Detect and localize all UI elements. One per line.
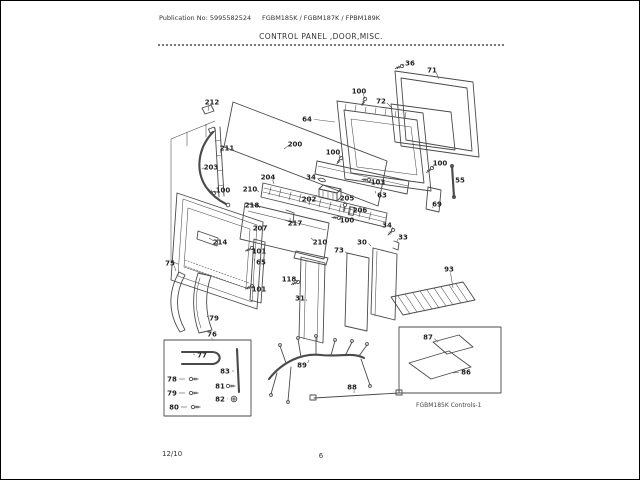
screw-icon — [191, 405, 200, 408]
door-lower-trim-63 — [315, 161, 409, 194]
callout-label: 82 — [215, 395, 225, 404]
callout-leader — [193, 354, 195, 355]
callout-label: 205 — [339, 194, 355, 203]
callout-leader — [375, 191, 376, 193]
callout-label: 211 — [219, 144, 235, 153]
callout-label: 210 — [312, 238, 328, 247]
callout-label: 78 — [167, 375, 177, 384]
diagram-caption: FGBM185K Controls-1 — [416, 402, 482, 409]
page-title: CONTROL PANEL ,DOOR,MISC. — [259, 32, 383, 41]
callout-label: 93 — [444, 265, 454, 274]
callout-label: 72 — [376, 97, 386, 106]
callout-label: 207 — [252, 224, 268, 233]
callout-leader — [392, 227, 393, 230]
washer-icon — [231, 396, 237, 402]
callout-label: 75 — [165, 259, 175, 268]
callout-label: 31 — [295, 294, 305, 303]
callout-label: 33 — [398, 233, 408, 242]
callout-label: 36 — [405, 59, 415, 68]
screw-icon — [335, 156, 343, 165]
screw-icon — [189, 377, 198, 380]
callout-label: 87 — [423, 333, 433, 342]
footer-date: 12/10 — [162, 450, 183, 458]
callout-label: 76 — [207, 330, 217, 339]
callout-label: 63 — [377, 191, 387, 200]
callout-label: 77 — [197, 351, 207, 360]
callout-leader — [306, 299, 307, 301]
callout-label: 81 — [215, 382, 225, 391]
callout-label: 83 — [220, 367, 230, 376]
door-handle-79 — [194, 273, 212, 333]
callout-label: 210 — [242, 185, 258, 194]
model-numbers: FGBM185K / FGBM187K / FPBM189K — [261, 14, 381, 22]
panel-73 — [345, 253, 369, 331]
callout-label: 202 — [301, 195, 317, 204]
callout-label: 64 — [302, 115, 312, 124]
escutcheon-bar — [261, 183, 387, 227]
exploded-diagram — [1, 1, 640, 480]
callout-label: 100 — [339, 216, 355, 225]
callout-label: 65 — [256, 258, 266, 267]
callout-leader — [450, 272, 453, 288]
callout-label: 100 — [325, 148, 341, 157]
literature-box — [399, 327, 501, 393]
callout-label: 101 — [251, 247, 267, 256]
callout-label: 69 — [432, 200, 442, 209]
callout-label: 71 — [427, 66, 437, 75]
control-board-202 — [318, 178, 341, 201]
callout-label: 80 — [169, 403, 179, 412]
callout-leader — [314, 119, 335, 122]
callout-label: 88 — [347, 383, 357, 392]
callout-label: 218 — [244, 201, 260, 210]
screw-icon — [226, 384, 235, 387]
callout-label: 212 — [204, 98, 220, 107]
callout-leader — [308, 360, 309, 363]
callout-label: 79 — [167, 389, 177, 398]
callout-label: 217 — [287, 219, 303, 228]
callout-leader — [254, 259, 255, 261]
callout-label: 100 — [432, 159, 448, 168]
panel-30 — [371, 248, 397, 320]
callout-label: 101 — [251, 285, 267, 294]
callout-label: 86 — [461, 368, 471, 377]
callout-label: 203 — [203, 163, 219, 172]
callout-label: 206 — [352, 206, 368, 215]
callout-leader — [368, 243, 371, 246]
wire-harness-icon — [269, 335, 371, 404]
wire-rack-icon — [391, 282, 475, 315]
callout-label: 30 — [357, 238, 367, 247]
callout-label: 55 — [455, 176, 465, 185]
footer-page-number: 6 — [318, 452, 324, 460]
publication-number: Publication No: 5995582524 — [159, 14, 252, 22]
callout-label: 204 — [260, 173, 276, 182]
callout-label: 73 — [334, 246, 344, 255]
callout-label: 79 — [209, 314, 219, 323]
clip-33 — [393, 241, 399, 250]
callout-label: 103 — [370, 178, 386, 187]
callout-label: 89 — [297, 361, 307, 370]
callout-label: 200 — [287, 140, 303, 149]
control-panel-frame — [171, 193, 263, 309]
callout-label: 118 — [281, 275, 297, 284]
callout-label: 100 — [351, 87, 367, 96]
screw-icon — [342, 203, 347, 213]
callout-label: 34 — [306, 173, 316, 182]
callout-label: 34 — [382, 221, 392, 230]
vent-rod-88 — [310, 390, 402, 400]
callout-label: 214 — [212, 238, 228, 247]
callout-label: 100 — [215, 186, 231, 195]
screw-icon — [189, 391, 198, 394]
